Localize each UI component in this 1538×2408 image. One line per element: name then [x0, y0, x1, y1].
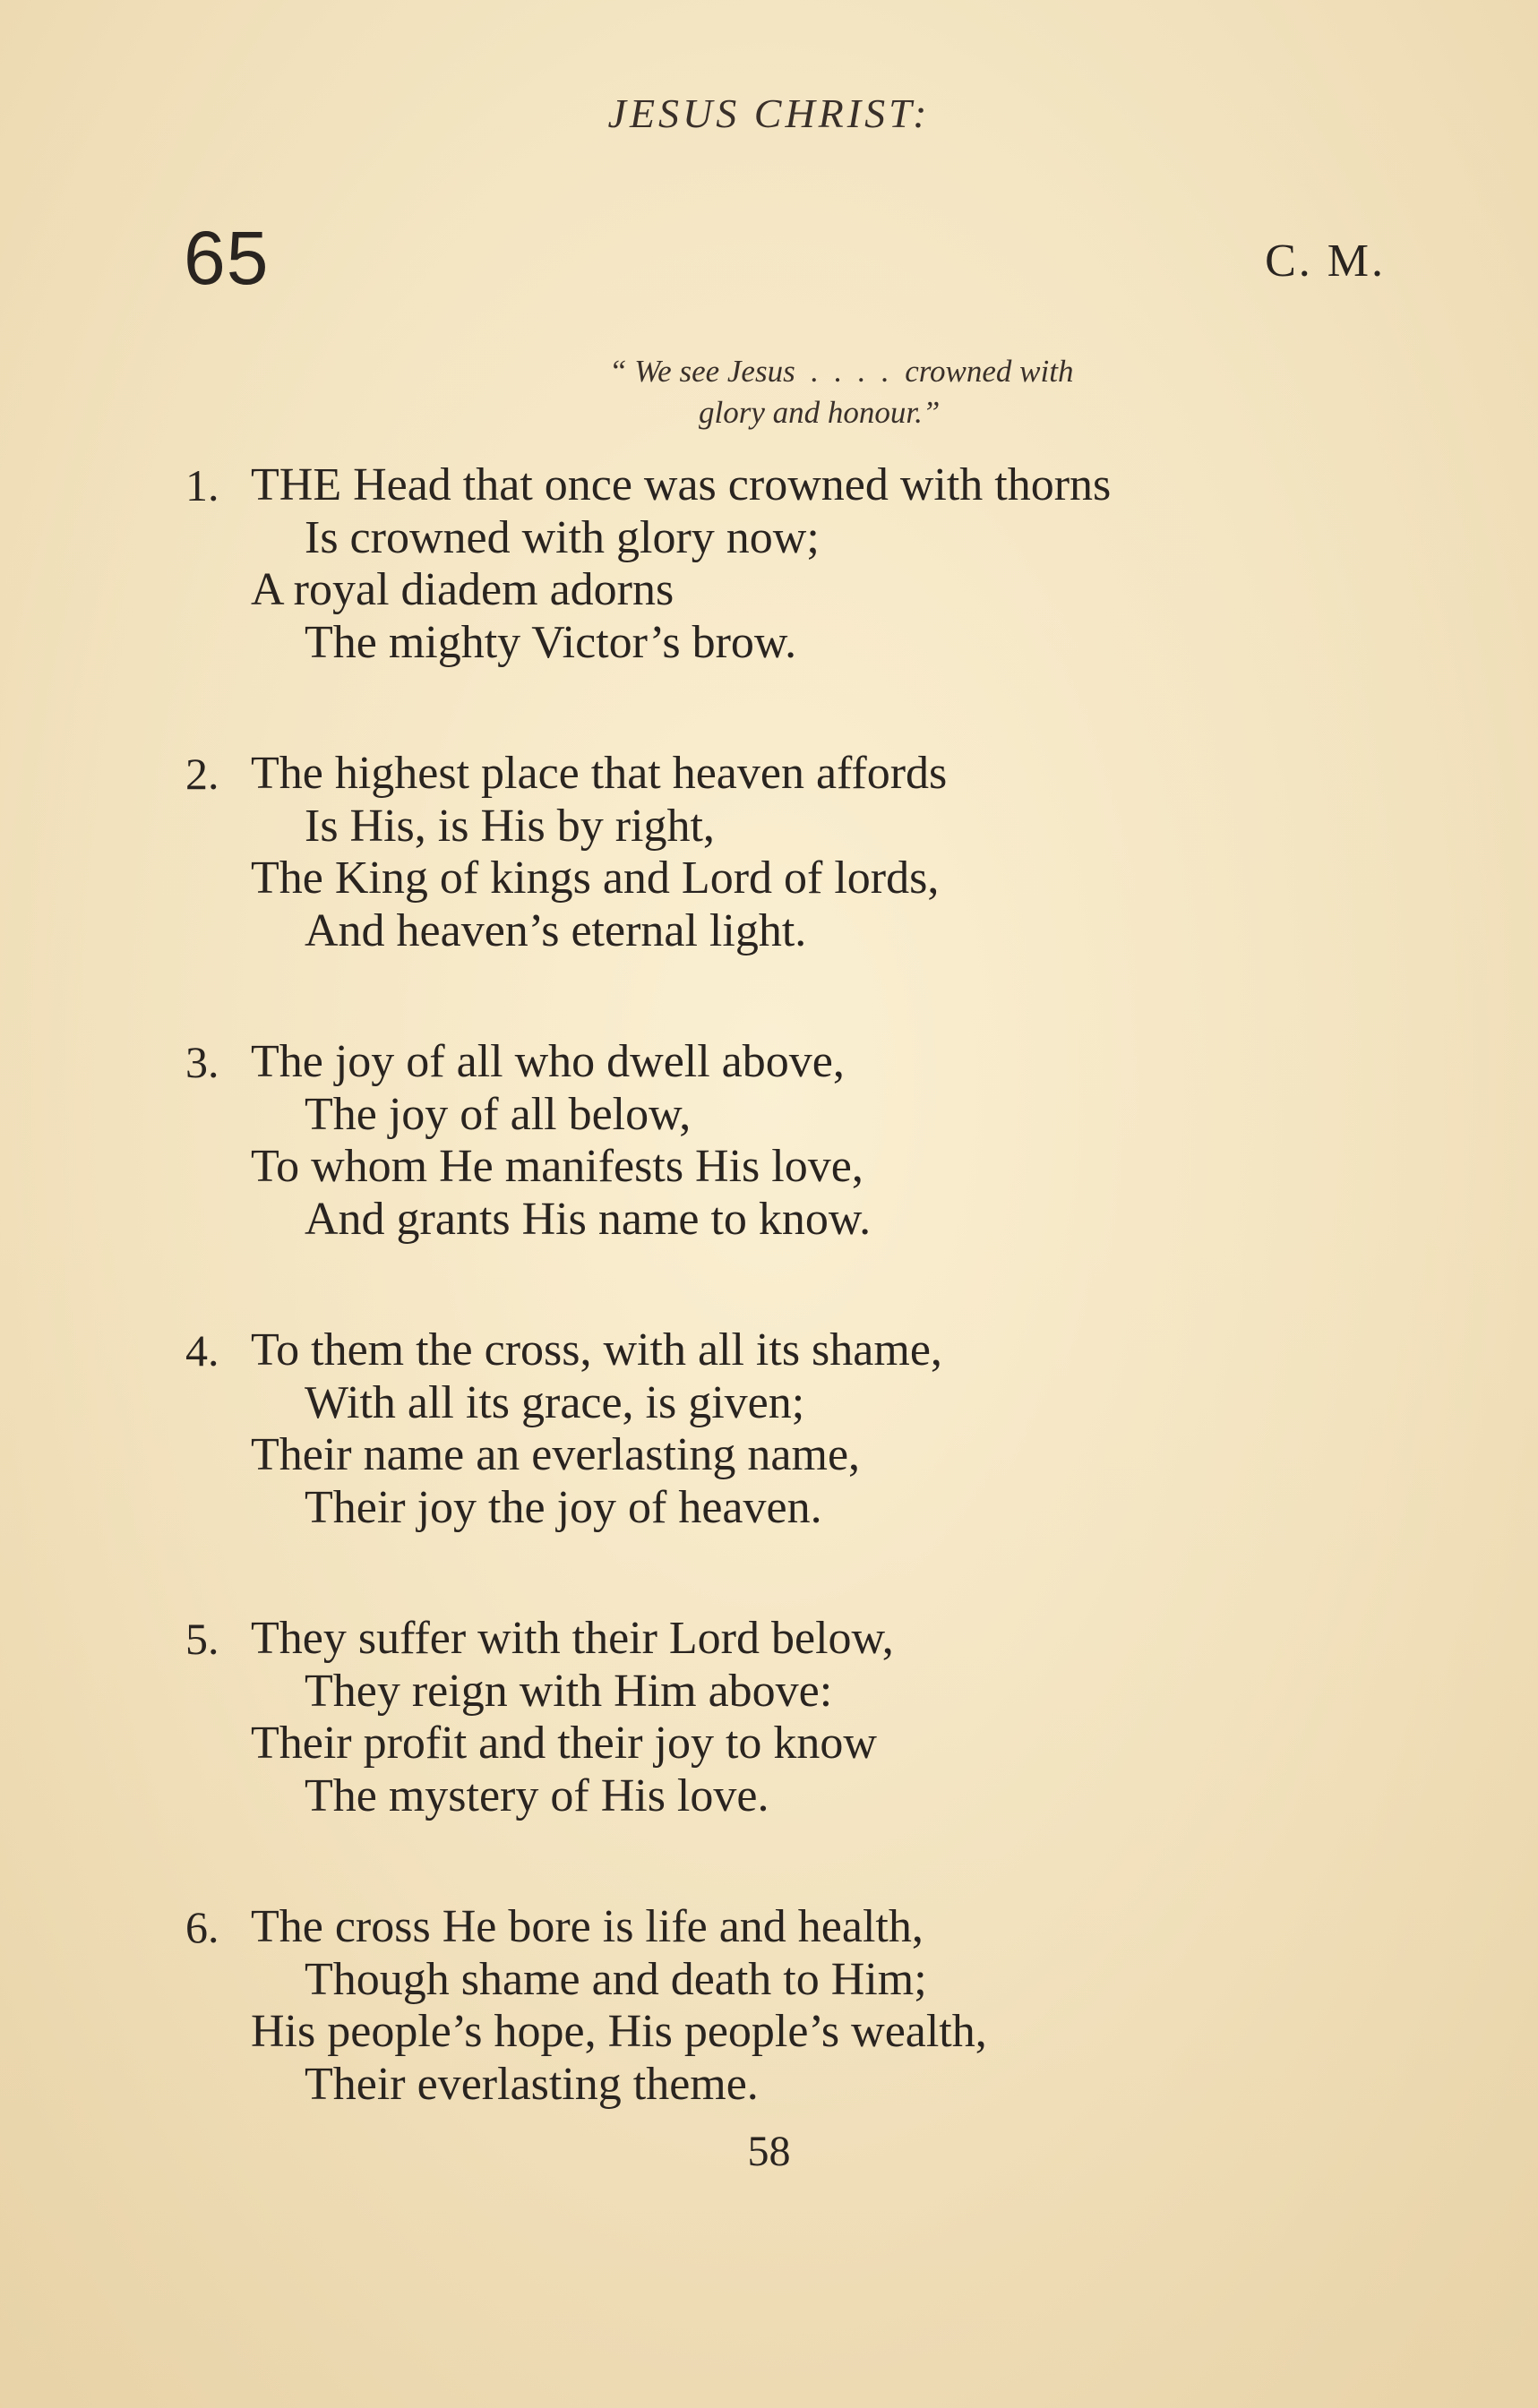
- verse-number: 3.: [185, 1037, 219, 1087]
- verse-1: [0, 459, 1538, 748]
- verse-line: The joy of all below,: [305, 1088, 692, 1140]
- epigraph-line-2: glory and honour.”: [699, 395, 941, 430]
- verse-number: 1.: [185, 460, 219, 510]
- page-number: 58: [747, 2128, 791, 2175]
- verse-line: With all its grace, is given;: [305, 1376, 805, 1428]
- verse-line: To them the cross, with all its shame,: [251, 1324, 942, 1375]
- verse-line: The King of kings and Lord of lords,: [251, 853, 940, 904]
- verse-line: And grants His name to know.: [305, 1193, 872, 1245]
- verse-number: 5.: [185, 1614, 219, 1664]
- verse-line: And heaven’s eternal light.: [305, 904, 807, 956]
- verse-line: His people’s hope, His people’s wealth,: [251, 2006, 987, 2057]
- verse-number: 2.: [185, 749, 219, 799]
- verse-line: The mighty Victor’s brow.: [305, 616, 797, 668]
- verse-line: Their joy the joy of heaven.: [305, 1481, 822, 1533]
- epigraph-line-1: “ We see Jesus . . . . crowned with: [609, 354, 1074, 389]
- verse-5: [0, 1613, 1538, 1901]
- verse-number: 4.: [185, 1325, 219, 1375]
- verse-line: They suffer with their Lord below,: [251, 1613, 894, 1664]
- verses: [0, 459, 1538, 2189]
- verse-number: 6.: [185, 1902, 219, 1952]
- verse-line: The mystery of His love.: [305, 1770, 769, 1821]
- verse-3: [0, 1036, 1538, 1324]
- verse-2: [0, 748, 1538, 1036]
- verse-line: Their name an everlasting name,: [251, 1429, 861, 1480]
- verse-line: The cross He bore is life and health,: [251, 1901, 924, 1952]
- verse-line: A royal diadem adorns: [251, 564, 674, 615]
- hymn-number: 65: [184, 216, 270, 300]
- verse-line: Is His, is His by right,: [305, 800, 715, 852]
- verse-line: To whom He manifests His love,: [251, 1141, 864, 1192]
- verse-4: [0, 1324, 1538, 1613]
- verse-line: Is crowned with glory now;: [305, 511, 820, 563]
- verse-line: They reign with Him above:: [305, 1665, 833, 1717]
- epigraph: [609, 351, 1388, 433]
- meter-label: C. M.: [1265, 236, 1386, 287]
- verse-line: Though shame and death to Him;: [305, 1953, 927, 2005]
- verse-line: Their everlasting theme.: [305, 2058, 759, 2110]
- verse-line: The highest place that heaven affords: [251, 748, 948, 799]
- verse-line: THE Head that once was crowned with thorns: [251, 459, 1112, 510]
- running-head: JESUS CHRIST:: [607, 90, 931, 136]
- verse-line: Their profit and their joy to know: [251, 1718, 877, 1769]
- verse-line: The joy of all who dwell above,: [251, 1036, 845, 1087]
